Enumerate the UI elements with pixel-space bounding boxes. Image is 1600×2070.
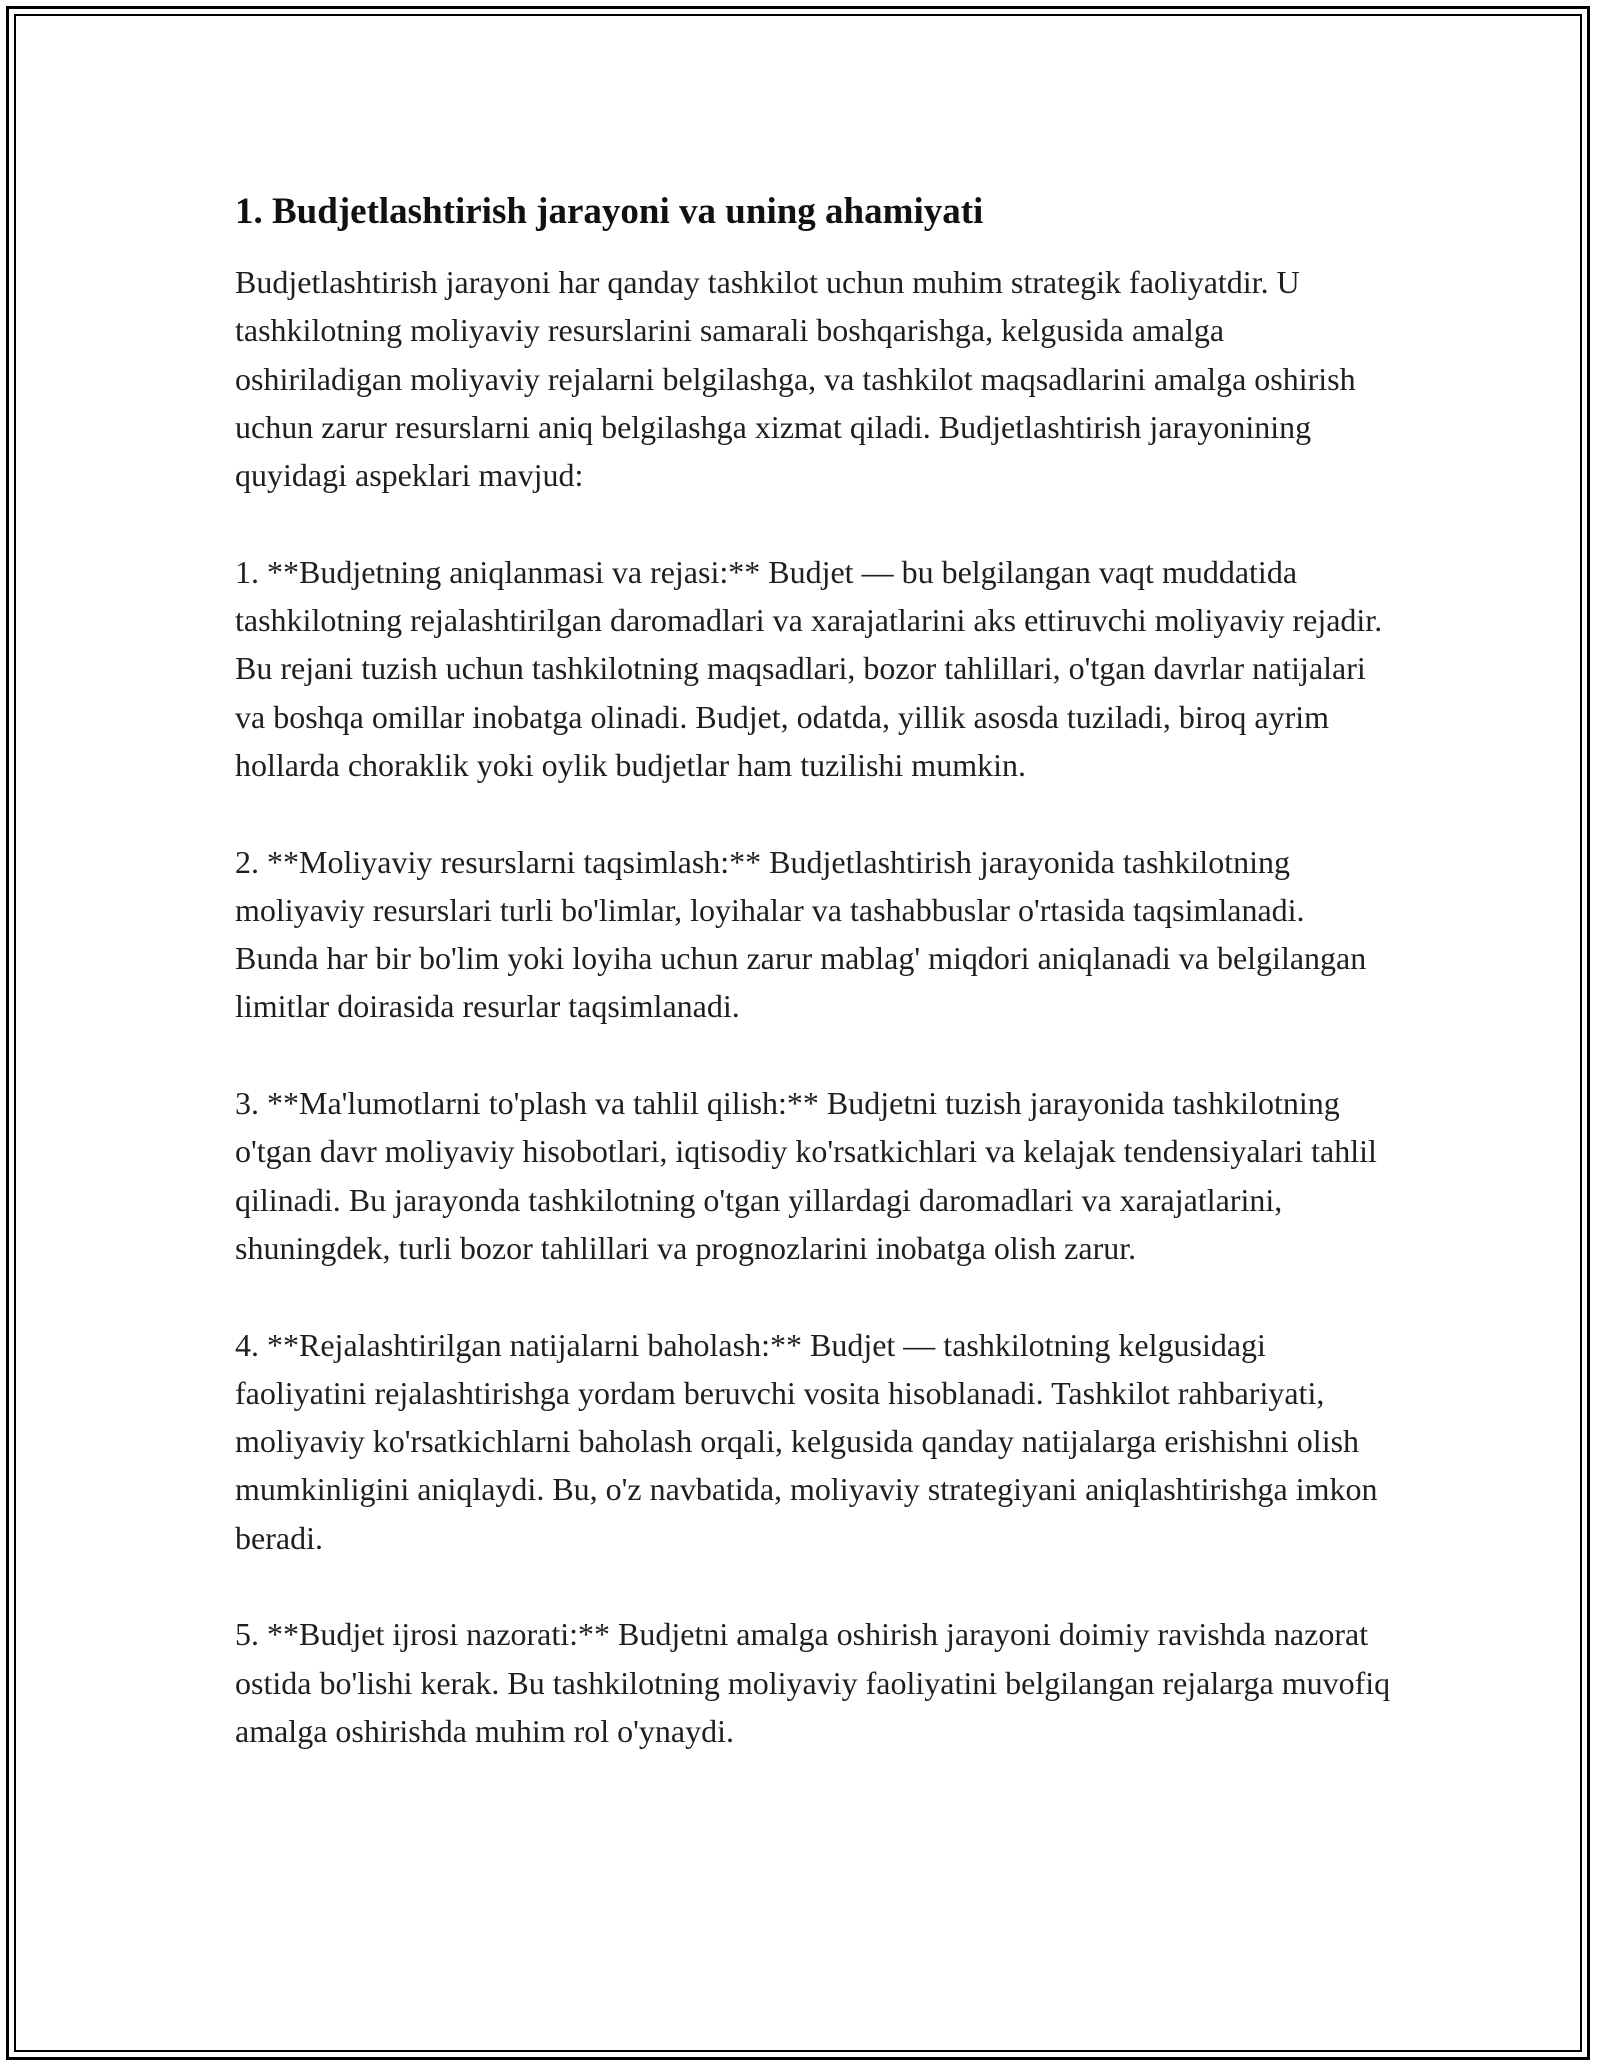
list-item-2: 2. **Moliyaviy resurslarni taqsimlash:** Budjetlashtirish jarayonida tashkilotning moliyaviy resurslari turli bo'limlar, loyihalar va tashabbuslar o'rtasida taqsimlanadi. Bunda har bir bo'lim yoki loyiha uchun zarur mablag' miqdori aniqlanadi va belgilangan limitlar doirasida resurlar taqsimlanadi. [235, 843, 1367, 1025]
list-item-3: 3. **Ma'lumotlarni to'plash va tahlil qilish:** Budjetni tuzish jarayonida tashkilotning o'tgan davr moliyaviy hisobotlari, iqtisodiy ko'rsatkichlari va kelajak tendensiyalari tahlil qilinadi. Bu jarayonda tashkilotning o'tgan yillardagi daromadlari va xarajatlarini, shuningdek, turli bozor tahlillari va prognozlarini inobatga olish zarur. [235, 1085, 1377, 1266]
section-heading: 1. Budjetlashtirish jarayoni va uning ahamiyati [235, 191, 984, 232]
list-item-4: 4. **Rejalashtirilgan natijalarni baholash:** Budjet — tashkilotning kelgusidagi faoliyatini rejalashtirishga yordam beruvchi vosita hisoblanadi. Tashkilot rahbariyati, moliyaviy ko'rsatkichlarni baholash orqali, kelgusida qanday natijalarga erishishni olish mumkinligini aniqlaydi. Bu, o'z navbatida, moliyaviy strategiyani aniqlashtirishga imkon beradi. [235, 1326, 1378, 1556]
document-body [235, 186, 1395, 1755]
list-item-1: 1. **Budjetning aniqlanmasi va rejasi:** Budjet — bu belgilangan vaqt muddatida tashkilotning rejalashtirilgan daromadlari va xarajatlarini aks ettiruvchi moliyaviy rejadir. Bu rejani tuzish uchun tashkilotning maqsadlari, bozor tahlillari, o'tgan davrlar natijalari va boshqa omillar inobatga olinadi. Budjet, odatda, yillik asosda tuziladi, biroq ayrim hollarda choraklik yoki oylik budjetlar ham tuzilishi mumkin. [235, 553, 1383, 783]
intro-paragraph: Budjetlashtirish jarayoni har qanday tashkilot uchun muhim strategik faoliyatdir. U tashkilotning moliyaviy resurslarini samarali boshqarishga, kelgusida amalga oshiriladigan moliyaviy rejalarni belgilashga, va tashkilot maqsadlarini amalga oshirish uchun zarur resurslarni aniq belgilashga xizmat qiladi. Budjetlashtirish jarayonining quyidagi aspeklari mavjud: [235, 264, 1356, 494]
list-item-5: 5. **Budjet ijrosi nazorati:** Budjetni amalga oshirish jarayoni doimiy ravishda nazorat ostida bo'lishi kerak. Bu tashkilotning moliyaviy faoliyatini belgilangan rejalarga muvofiq amalga oshirishda muhim rol o'ynaydi. [235, 1616, 1391, 1749]
